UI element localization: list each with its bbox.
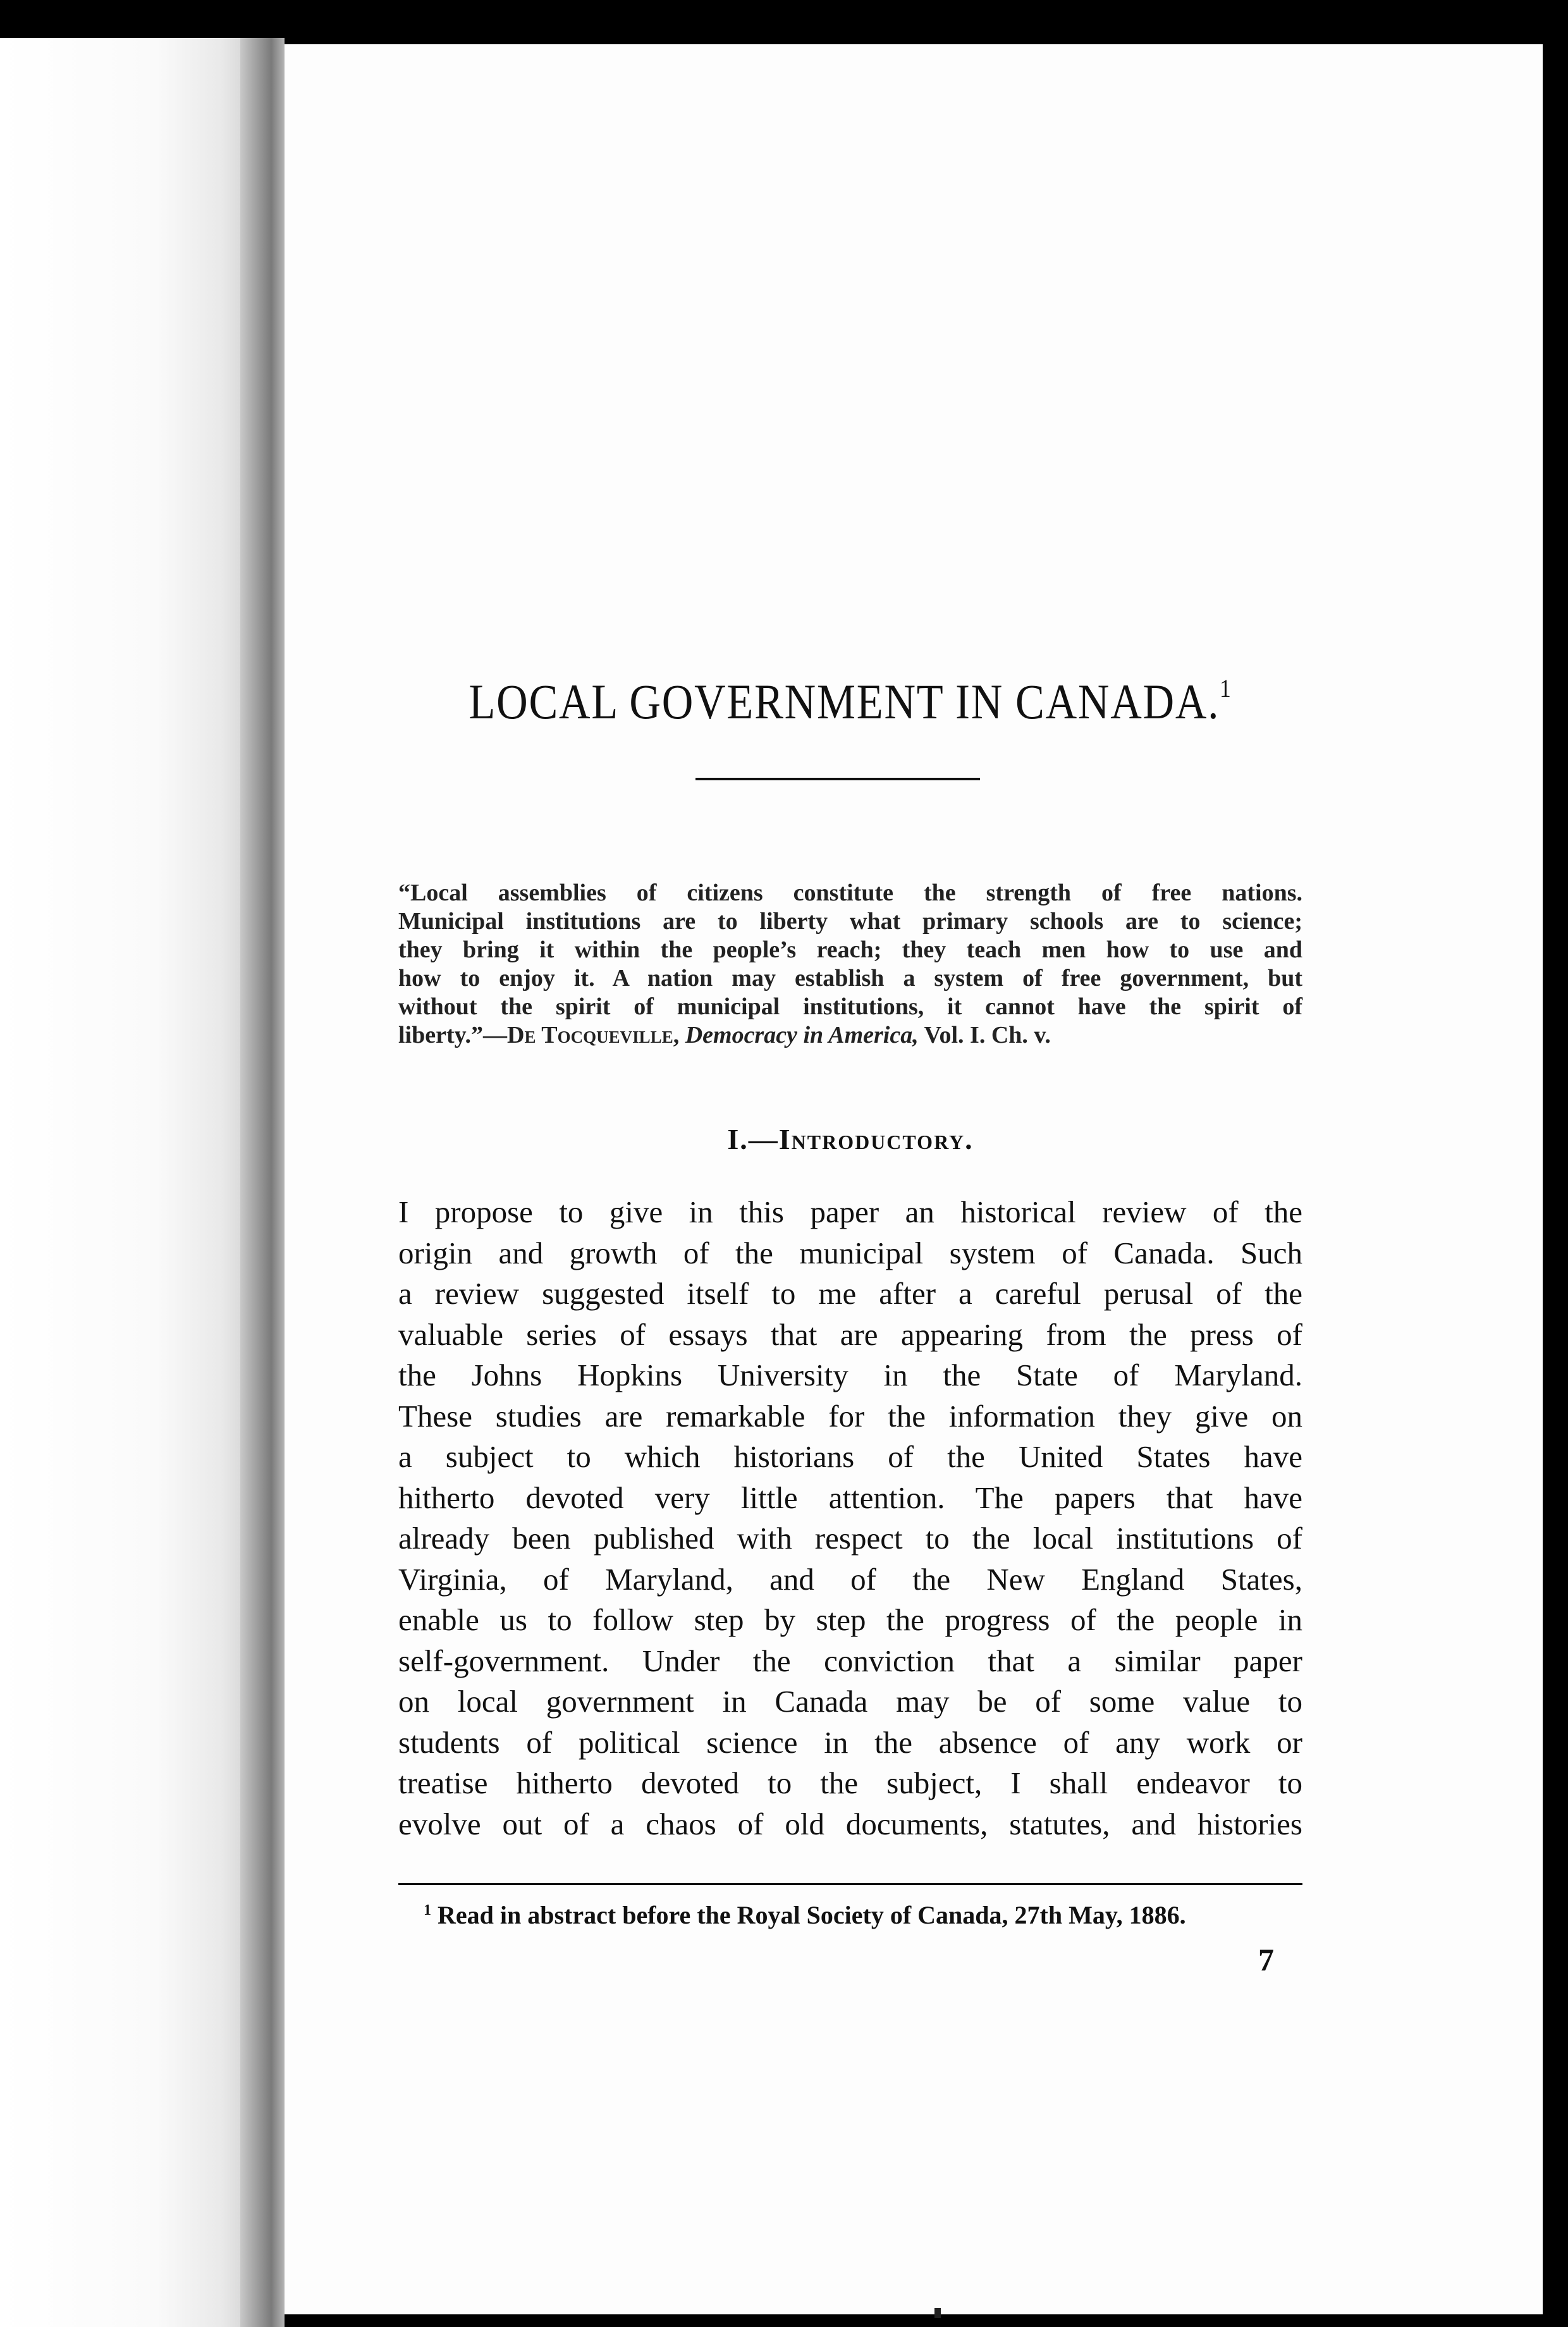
title-footnote-marker: 1 (1220, 674, 1232, 703)
footnote-divider (398, 1883, 1302, 1885)
book-page (285, 44, 1543, 2314)
epigraph-line: how to enjoy it. A nation may establish a system of free government, but (398, 965, 1302, 992)
epigraph-attribution-line (398, 1021, 1302, 1050)
body-line: self-government. Under the conviction that a similar paper (398, 1643, 1302, 1678)
body-line: I propose to give in this paper an historical review of the (398, 1194, 1302, 1229)
epigraph-line: “Local assemblies of citizens constitute the strength of free nations. (398, 880, 1302, 906)
page-number: 7 (1258, 1942, 1274, 1977)
epigraph-last-words: liberty.”— (398, 1022, 508, 1048)
body-line: origin and growth of the municipal system of Canada. Such (398, 1235, 1302, 1270)
body-line: treatise hitherto devoted to the subject, I shall endeavor to (398, 1765, 1302, 1800)
body-line: hitherto devoted very little attention. The papers that have (398, 1480, 1302, 1515)
article-title-text: LOCAL GOVERNMENT IN CANADA. (469, 674, 1220, 729)
body-line: These studies are remarkable for the information they give on (398, 1398, 1302, 1434)
body-line: a subject to which historians of the United States have (398, 1439, 1302, 1474)
body-line: the Johns Hopkins University in the State of Maryland. (398, 1358, 1302, 1392)
body-paragraph (398, 1192, 1302, 1845)
footnote-marker: 1 (424, 1902, 431, 1919)
epigraph-author: De Tocqueville, (507, 1022, 680, 1048)
epigraph-work: Democracy in America, (685, 1022, 919, 1048)
body-line: valuable series of essays that are appearing from the press of (398, 1317, 1302, 1352)
body-line: Virginia, of Maryland, and of the New England States, (398, 1561, 1302, 1597)
title-divider (695, 778, 980, 780)
section-heading: I.—Introductory. (727, 1123, 974, 1155)
article-title (453, 673, 1248, 730)
epigraph-line: Municipal institutions are to liberty what primary schools are to science; (398, 908, 1302, 935)
footnote-text: Read in abstract before the Royal Society of Canada, 27th May, 1886. (438, 1901, 1186, 1929)
scan-speck (934, 2308, 941, 2318)
book-gutter-shadow (240, 38, 285, 2327)
body-line: on local government in Canada may be of some value to (398, 1684, 1302, 1719)
epigraph-reference: Vol. I. Ch. v. (924, 1022, 1051, 1048)
epigraph-quote (398, 879, 1302, 1050)
body-line: already been published with respect to the local institutions of (398, 1521, 1302, 1556)
epigraph-line: they bring it within the people’s reach; they teach men how to use and (398, 936, 1302, 963)
body-line: a review suggested itself to me after a careful perusal of the (398, 1276, 1302, 1311)
body-line: evolve out of a chaos of old documents, statutes, and histories (398, 1806, 1302, 1841)
epigraph-line: without the spirit of municipal institutions, it cannot have the spirit of (398, 993, 1302, 1020)
body-line: enable us to follow step by step the progress of the people in (398, 1602, 1302, 1637)
footnote (424, 1900, 1302, 1930)
body-line: students of political science in the absence of any work or (398, 1724, 1302, 1760)
